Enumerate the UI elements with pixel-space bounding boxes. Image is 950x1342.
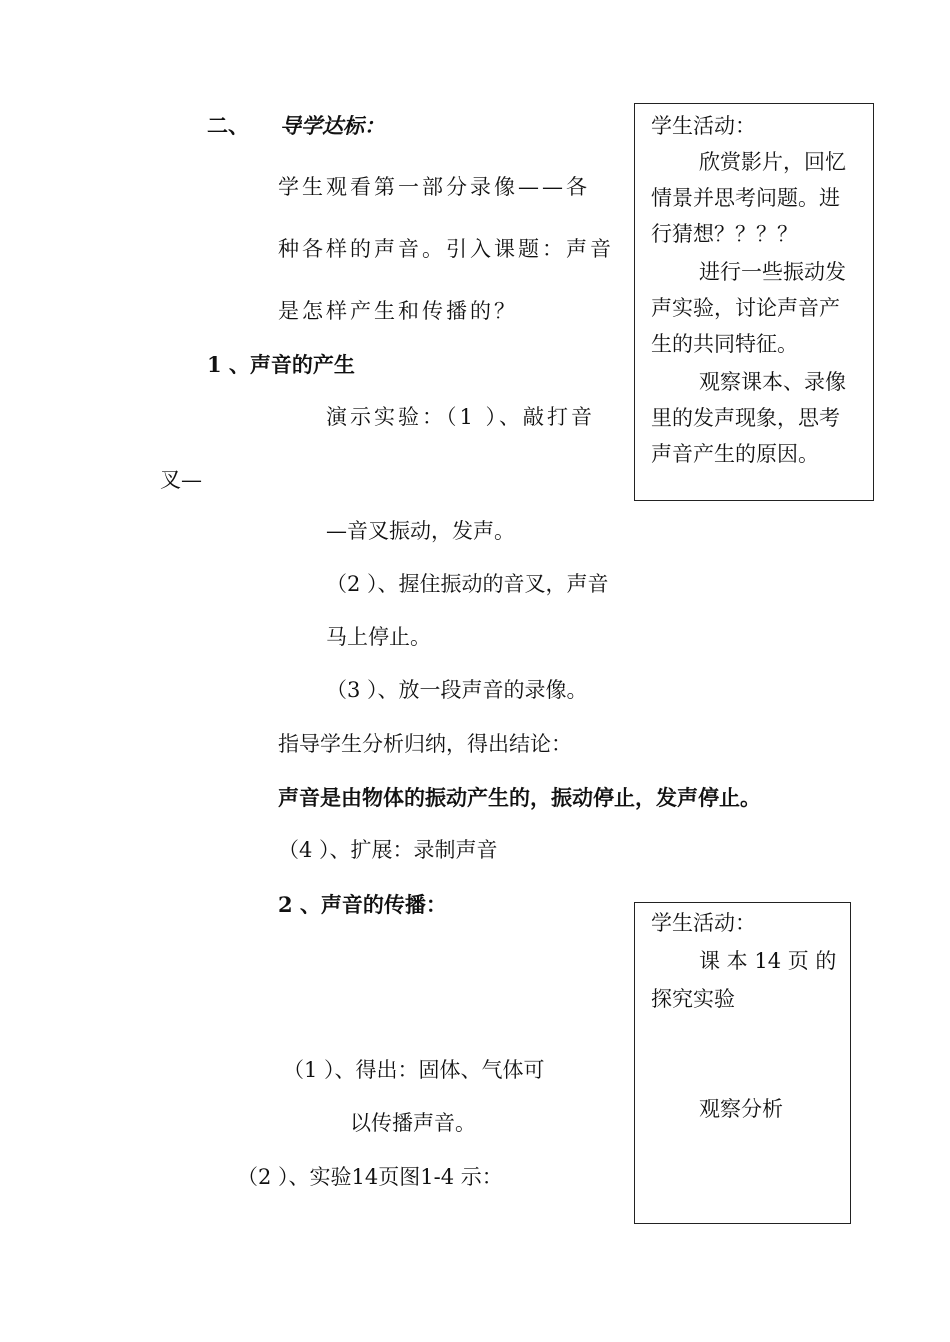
intro-line-3: 是怎样产生和传播的？: [278, 299, 518, 323]
part1-demo-line-3: —音叉振动，发声。: [326, 519, 515, 543]
section-number: 二、: [207, 113, 249, 138]
part1-step2-line-1: （2 ）、握住振动的音叉，声音: [326, 572, 609, 596]
student-activity-box-1: [634, 103, 874, 501]
part1-conclusion: 声音是由物体的振动产生的，振动停止，发声停止。: [278, 785, 761, 810]
sidebox1-line: 观察课本、录像: [699, 370, 846, 394]
part1-demo-line-1: 演示实验：（1 ）、敲打音: [326, 405, 596, 429]
part2-result1-line-2: 以传播声音。: [350, 1111, 476, 1135]
part1-guide: 指导学生分析归纳，得出结论：: [278, 732, 572, 756]
sidebox2-line-3: 观察分析: [699, 1097, 783, 1121]
part2-result1-line-1: （1 ）、得出：固体、气体可: [283, 1058, 545, 1082]
sidebox1-line: 里的发声现象，思考: [651, 406, 840, 430]
sidebox1-line: 声音产生的原因。: [651, 442, 819, 466]
sidebox1-line: 声实验，讨论声音产: [651, 296, 840, 320]
sidebox1-line: 情景并思考问题。进: [651, 186, 840, 210]
part2-step2: （2 ）、实验14页图1-4 示：: [237, 1165, 503, 1189]
sidebox1-line: 欣赏影片，回忆: [699, 150, 846, 174]
sidebox2-title: 学生活动：: [651, 911, 756, 935]
intro-line-1: 学生观看第一部分录像——各: [278, 175, 590, 199]
part2-heading: 2 、声音的传播：: [278, 892, 447, 917]
part1-step4: （4 ）、扩展：录制声音: [278, 838, 498, 862]
part1-heading: 1 、声音的产生: [207, 352, 355, 377]
sidebox1-title: 学生活动：: [651, 114, 756, 138]
part1-demo-line-2: 叉—: [160, 468, 202, 492]
student-activity-box-2: [634, 902, 851, 1224]
part1-step3: （3 ）、放一段声音的录像。: [326, 678, 588, 702]
sidebox2-line-1: 课 本 14 页 的: [699, 949, 837, 973]
intro-line-2: 种各样的声音。引入课题：声音: [278, 237, 614, 261]
part1-step2-line-2: 马上停止。: [326, 625, 431, 649]
sidebox1-line: 生的共同特征。: [651, 332, 798, 356]
sidebox2-line-2: 探究实验: [651, 987, 735, 1011]
sidebox1-line: 进行一些振动发: [699, 260, 846, 284]
section-title: 导学达标：: [280, 113, 385, 138]
sidebox1-line: 行猜想？？？？: [651, 222, 798, 246]
